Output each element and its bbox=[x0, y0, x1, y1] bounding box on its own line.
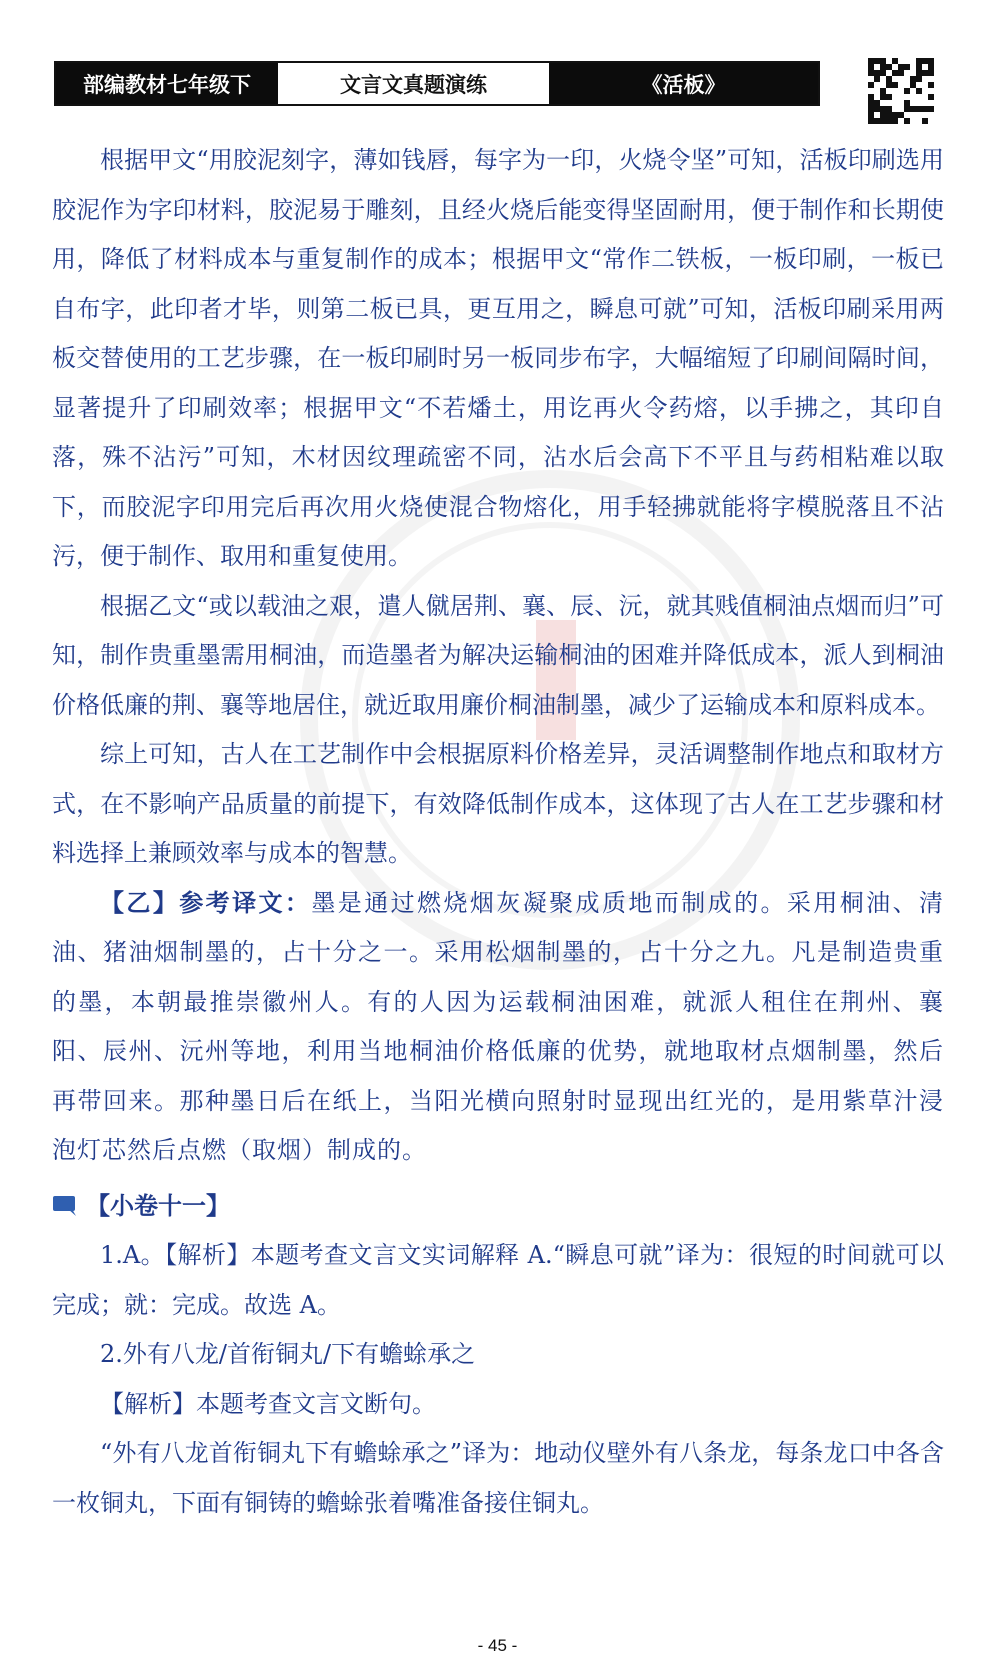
speech-bubble-icon bbox=[52, 1195, 78, 1217]
answer-2: 2.外有八龙/首衔铜丸/下有蟾蜍承之 bbox=[100, 1340, 476, 1368]
page-header bbox=[54, 61, 820, 106]
page-number: - 45 - bbox=[477, 1636, 518, 1655]
header-topic: 文言文真题演练 bbox=[278, 63, 549, 104]
answer-1: 1.A。【解析】本题考查文言文实词解释 A.“瞬息可就”译为：很短的时间就可以完成；就：完成。故选 A。 bbox=[52, 1241, 944, 1319]
paragraph-3: 综上可知，古人在工艺制作中会根据原料价格差异，灵活调整制作地点和取材方式，在不影响产品质量的前提下，有效降低制作成本，这体现了古人在工艺步骤和材料选择上兼顾效率与成本的智慧。 bbox=[52, 740, 944, 867]
paragraph-1: 根据甲文“用胶泥刻字，薄如钱唇，每字为一印，火烧令坚”可知，活板印刷选用胶泥作为字印材料，胶泥易于雕刻，且经火烧后能变得坚固耐用，便于制作和长期使用，降低了材料成本与重复制作的成本；根据甲文“常作二铁板，一板印刷，一板已自布字，此印者才毕，则第二板已具，更互用之，瞬息可就”可知，活板印刷采用两板交替使用的工艺步骤，在一板印刷时另一板同步布字，大幅缩短了印刷间隔时间，显著提升了印刷效率；根据甲文“不若燔土，用讫再火令药熔，以手拂之，其印自落，殊不沾污”可知，木材因纹理疏密不同，沾水后会高下不平且与药相粘难以取下，而胶泥字印用完后再次用火烧使混合物熔化，用手轻拂就能将字模脱落且不沾污，便于制作、取用和重复使用。 bbox=[52, 146, 944, 570]
header-lesson: 《活板》 bbox=[549, 63, 818, 104]
translation-paragraph bbox=[52, 879, 944, 1176]
paragraph-2: 根据乙文“或以载油之艰，遣人僦居荆、襄、辰、沅，就其贱值桐油点烟而归”可知，制作贵重墨需用桐油，而造墨者为解决运输桐油的困难并降低成本，派人到桐油价格低廉的荆、襄等地居住，就近取用廉价桐油制墨，减少了运输成本和原料成本。 bbox=[52, 591, 944, 719]
qr-code-icon[interactable] bbox=[868, 58, 934, 124]
translation-body: 墨是通过燃烧烟灰凝聚成质地而制成的。采用桐油、清油、猪油烟制墨的，占十分之一。采用松烟制墨的，占十分之九。凡是制造贵重的墨，本朝最推崇徽州人。有的人因为运载桐油困难，就派人租住在荆州、襄阳、辰州、沅州等地，利用当地桐油价格低廉的优势，就地取材点烟制墨，然后再带回来。那种墨日后在纸上，当阳光横向照射时显现出红光的，是用紫草汁浸泡灯芯然后点燃（取烟）制成的。 bbox=[52, 888, 945, 1164]
section-heading bbox=[52, 1182, 944, 1232]
section-title: 【小卷十一】 bbox=[86, 1191, 230, 1220]
translation-head: 【乙】参考译文： bbox=[100, 888, 312, 917]
answer-2-translation: “外有八龙首衔铜丸下有蟾蜍承之”译为：地动仪壁外有八条龙，每条龙口中各含一枚铜丸，下面有铜铸的蟾蜍张着嘴准备接住铜丸。 bbox=[52, 1439, 944, 1517]
header-grade: 部编教材七年级下 bbox=[56, 63, 278, 104]
document-body bbox=[52, 136, 944, 1528]
answer-2-analysis: 【解析】本题考查文言文断句。 bbox=[100, 1389, 436, 1418]
